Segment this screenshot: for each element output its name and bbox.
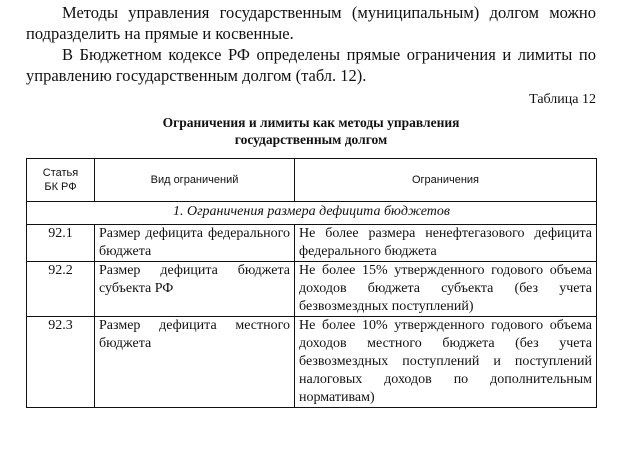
table-row bbox=[27, 225, 597, 262]
header-type: Вид ограничений bbox=[95, 159, 295, 202]
table-title-line1: Ограничения и лимиты как методы управления bbox=[162, 115, 460, 130]
header-article-line1: Статья bbox=[42, 167, 79, 179]
table-row bbox=[27, 262, 597, 317]
table-header-row bbox=[27, 159, 597, 202]
table-row bbox=[27, 317, 597, 408]
row-type: Размер дефицита бюджета субъекта РФ bbox=[95, 262, 295, 317]
row-type: Размер дефицита федерального бюджета bbox=[95, 225, 295, 262]
table-title bbox=[26, 114, 596, 148]
table-section-row bbox=[27, 202, 597, 225]
header-limits: Ограничения bbox=[295, 159, 597, 202]
header-article-line2: БК РФ bbox=[44, 181, 77, 193]
table-title-line2: государственным долгом bbox=[234, 132, 388, 147]
header-article bbox=[27, 159, 95, 202]
limits-table bbox=[26, 158, 597, 408]
row-article: 92.1 bbox=[27, 225, 95, 262]
row-limit: Не более 10% утвержденного годового объема доходов местного бюджета (без учета безвозмездных поступлений и поступлений налоговых доходов по дополнительным нормативам) bbox=[295, 317, 597, 408]
table-label: Таблица 12 bbox=[529, 92, 596, 107]
paragraph-debt-methods: Методы управления государственным (муниципальным) долгом можно подразделить на прямые и косвенные. bbox=[26, 3, 596, 43]
row-limit: Не более размера ненефтегазового дефицита федерального бюджета bbox=[295, 225, 597, 262]
row-article: 92.2 bbox=[27, 262, 95, 317]
paragraph-budget-code: В Бюджетном кодексе РФ определены прямые ограничения и лимиты по управлению государственным долгом (табл. 12). bbox=[26, 45, 596, 85]
row-article: 92.3 bbox=[27, 317, 95, 408]
section-title: 1. Ограничения размера дефицита бюджетов bbox=[27, 202, 597, 225]
row-limit: Не более 15% утвержденного годового объема доходов бюджета субъекта (без учета безвозмездных поступлений) bbox=[295, 262, 597, 317]
row-type: Размер дефицита местного бюджета bbox=[95, 317, 295, 408]
